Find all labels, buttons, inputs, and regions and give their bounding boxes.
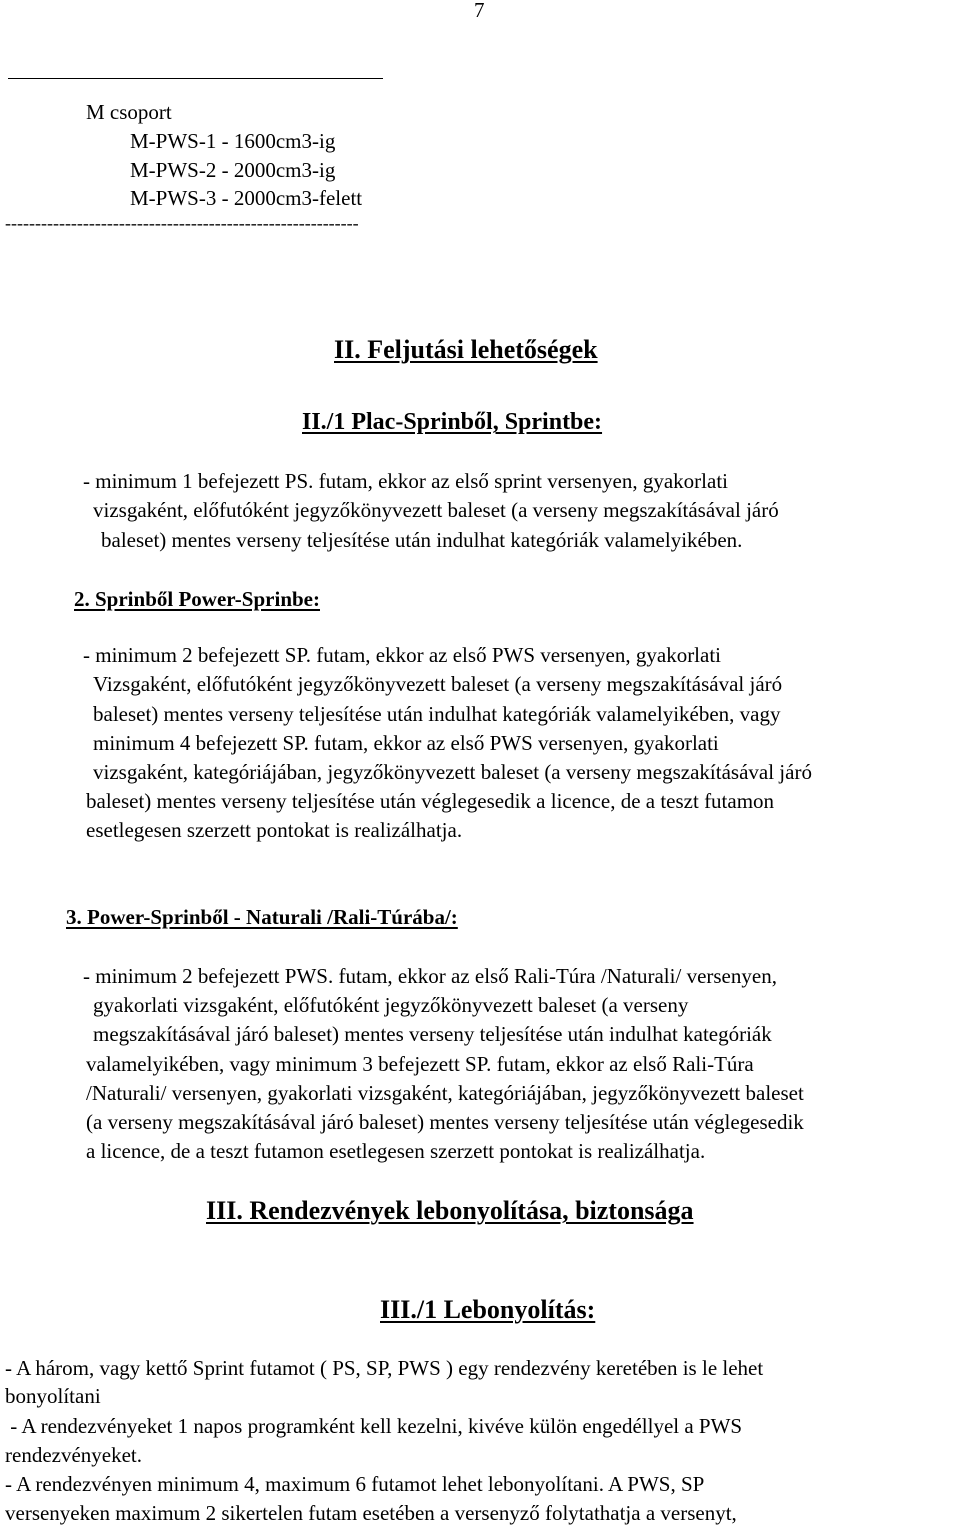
section-3-line: rendezvényeket. <box>5 1443 143 1467</box>
section-3-line: - A három, vagy kettő Sprint futamot ( PS, SP, PWS ) egy rendezvény keretében is le lehet <box>5 1356 764 1380</box>
sub2-line: minimum 4 befejezett SP. futam, ekkor az első PWS versenyen, gyakorlati <box>93 731 719 755</box>
section-3-line: - A rendezvényen minimum 4, maximum 6 futamot lehet lebonyolítani. A PWS, SP <box>5 1472 705 1496</box>
sub2-line: baleset) mentes verseny teljesítése után véglegesedik a licence, de a teszt futamon <box>86 789 775 813</box>
sub3-line: valamelyikében, vagy minimum 3 befejezett SP. futam, ekkor az első Rali-Túra <box>86 1052 754 1076</box>
sub2-line: vizsgaként, kategóriájában, jegyzőkönyvezett baleset (a verseny megszakításával járó <box>93 760 812 784</box>
section-3-title: III. Rendezvények lebonyolítása, biztonsága <box>206 1196 694 1225</box>
section-3-line: - A rendezvényeket 1 napos programként kell kezelni, kivéve külön engedéllyel a PWS <box>5 1414 743 1438</box>
separator-line: ----------------------------------------------------------- <box>5 213 359 233</box>
sub2-line: - minimum 2 befejezett SP. futam, ekkor az első PWS versenyen, gyakorlati <box>83 643 722 667</box>
section-2-3-title: 3. Power-Sprinből - Naturali /Rali-Túrába/: <box>66 905 458 929</box>
sub3-line: gyakorlati vizsgaként, előfutóként jegyzőkönyvezett baleset (a verseny <box>93 993 689 1017</box>
section-3-line: bonyolítani <box>5 1384 101 1408</box>
m-group-title: M csoport <box>86 100 172 124</box>
sub3-line: megszakításával járó baleset) mentes verseny teljesítése után indulhat kategóriák <box>93 1022 772 1046</box>
m-group-item: M-PWS-2 - 2000cm3-ig <box>130 158 336 182</box>
sub3-line: (a verseny megszakításával járó baleset) mentes verseny teljesítése után véglegesedik <box>86 1110 804 1134</box>
sub2-line: esetlegesen szerzett pontokat is realizálhatja. <box>86 818 463 842</box>
section-2-2-title: 2. Sprinből Power-Sprinbe: <box>74 587 320 611</box>
section-2-1-title: II./1 Plac-Sprinből, Sprintbe: <box>302 409 603 435</box>
sub3-line: /Naturali/ versenyen, gyakorlati vizsgaként, kategóriájában, jegyzőkönyvezett baleset <box>86 1081 804 1105</box>
sub3-line: a licence, de a teszt futamon esetlegesen szerzett pontokat is realizálhatja. <box>86 1139 706 1163</box>
header-rule <box>8 78 383 79</box>
section-3-line: versenyeken maximum 2 sikertelen futam esetében a versenyző folytathatja a versenyt, <box>5 1501 737 1525</box>
m-group-item: M-PWS-1 - 1600cm3-ig <box>130 129 336 153</box>
page-number: 7 <box>474 0 485 22</box>
sub3-line: - minimum 2 befejezett PWS. futam, ekkor az első Rali-Túra /Naturali/ versenyen, <box>83 964 777 988</box>
sub2-line: baleset) mentes verseny teljesítése után indulhat kategóriák valamelyikében, vagy <box>93 702 781 726</box>
section-2-title: II. Feljutási lehetőségek <box>334 335 598 364</box>
m-group-item: M-PWS-3 - 2000cm3-felett <box>130 186 363 210</box>
section-3-1-title: III./1 Lebonyolítás: <box>380 1295 596 1324</box>
sub1-line: baleset) mentes verseny teljesítése után indulhat kategóriák valamelyikében. <box>101 528 743 552</box>
sub2-line: Vizsgaként, előfutóként jegyzőkönyvezett baleset (a verseny megszakításával járó <box>93 672 783 696</box>
sub1-line: vizsgaként, előfutóként jegyzőkönyvezett baleset (a verseny megszakításával járó <box>93 498 779 522</box>
sub1-line: - minimum 1 befejezett PS. futam, ekkor az első sprint versenyen, gyakorlati <box>83 469 728 493</box>
